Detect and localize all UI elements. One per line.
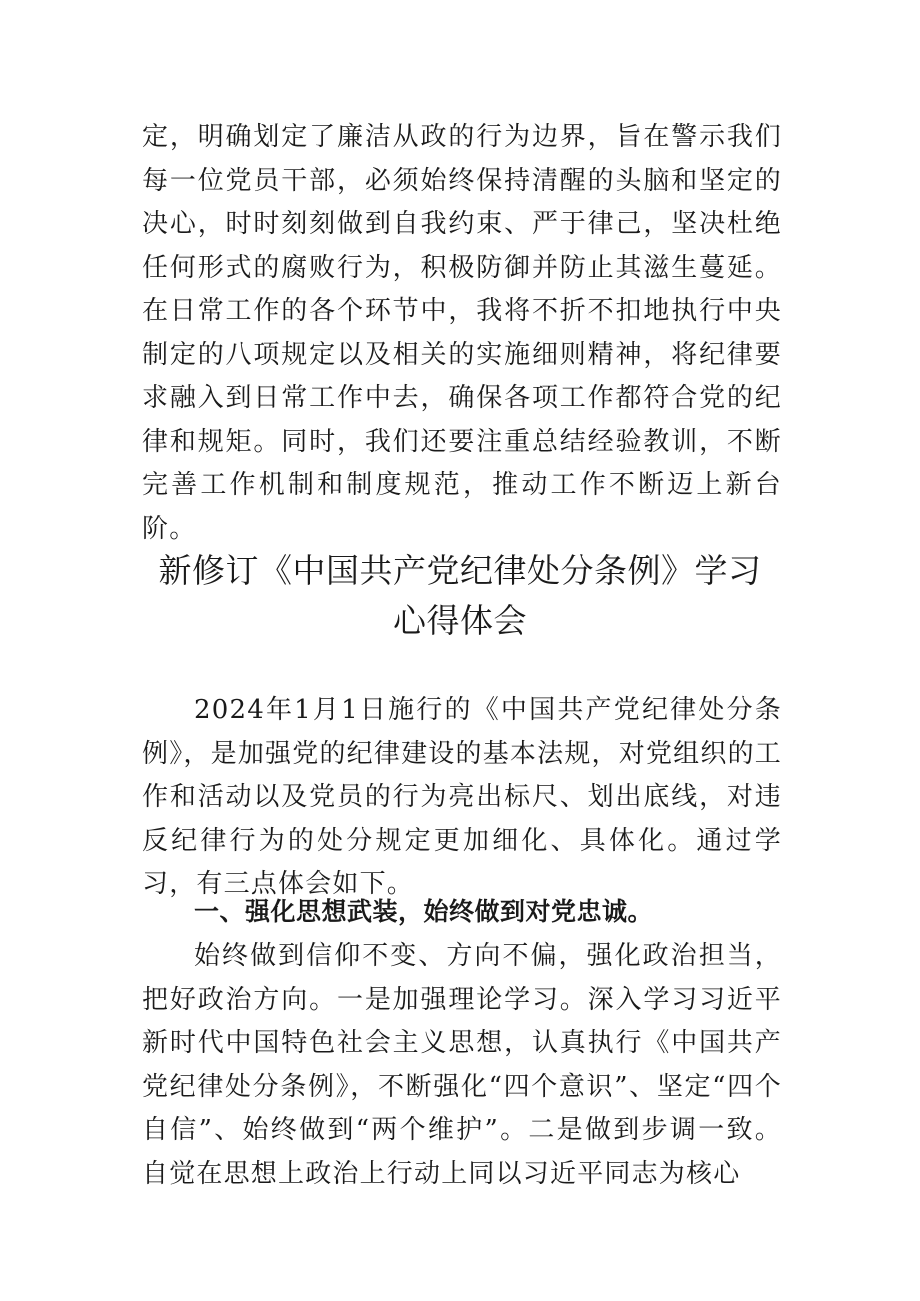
intro-paragraph: 2024年1月1日施行的《中国共产党纪律处分条例》，是加强党的纪律建设的基本法规，对党组织的工作和活动以及党员的行为亮出标尺、划出底线，对违反纪律行为的处分规定更加细化、具体化。通过学习，有三点体会如下。 [142, 695, 782, 899]
title-line-2: 心得体会 [393, 601, 527, 640]
title-line-1: 新修订《中国共产党纪律处分条例》学习 [158, 551, 762, 590]
section-paragraph: 始终做到信仰不变、方向不偏，强化政治担当，把好政治方向。一是加强理论学习。深入学习习近平新时代中国特色社会主义思想，认真执行《中国共产党纪律处分条例》，不断强化“四个意识”、坚定“四个自信”、始终做到“两个维护”。二是做到步调一致。自觉在思想上政治上行动上同以习近平同志为核心 [142, 941, 782, 1189]
article-title [110, 546, 810, 646]
continuation-paragraph: 定，明确划定了廉洁从政的行为边界，旨在警示我们每一位党员干部，必须始终保持清醒的头脑和坚定的决心，时时刻刻做到自我约束、严于律己，坚决杜绝任何形式的腐败行为，积极防御并防止其滋生蔓延。在日常工作的各个环节中，我将不折不扣地执行中央制定的八项规定以及相关的实施细则精神，将纪律要求融入到日常工作中去，确保各项工作都符合党的纪律和规矩。同时，我们还要注重总结经验教训，不断完善工作机制和制度规范，推动工作不断迈上新台阶。 [142, 122, 782, 544]
section-heading: 一、强化思想武装，始终做到对党忠诚。 [194, 897, 654, 926]
